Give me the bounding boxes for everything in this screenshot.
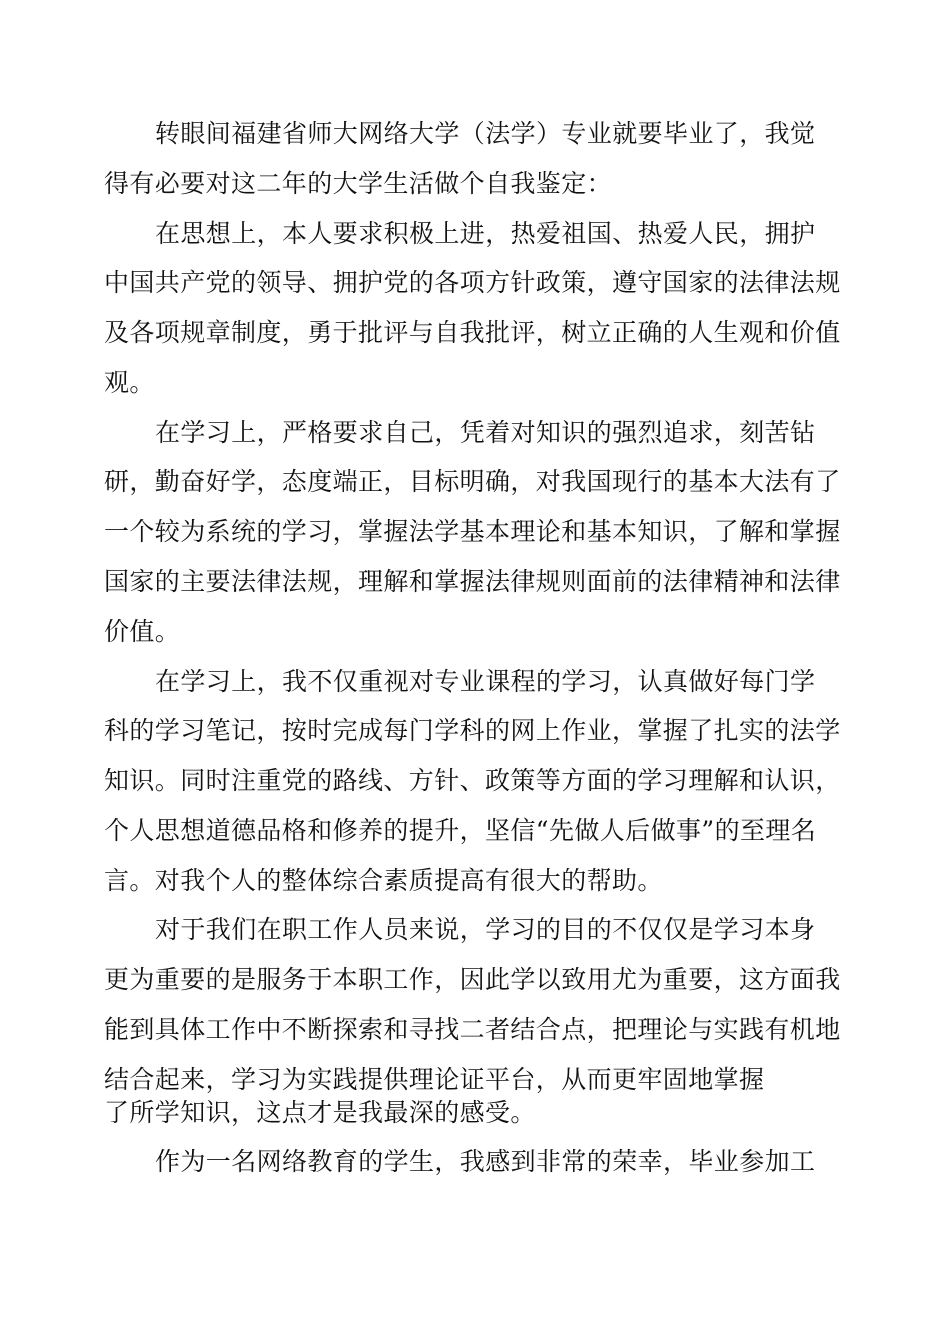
paragraph-3-line-5: 价值。 <box>104 617 181 646</box>
paragraph-5-line-4: 结合起来，学习为实践提供理论证平台，从而更牢固地掌握 <box>104 1065 765 1094</box>
paragraph-6-line-1: 作为一名网络教育的学生，我感到非常的荣幸，毕业参加工 <box>155 1147 816 1176</box>
paragraph-4-line-4: 个人思想道德品格和修养的提升，坚信“先做人后做事”的至理名 <box>104 816 817 845</box>
paragraph-3-line-1: 在学习上，严格要求自己，凭着对知识的强烈追求，刻苦钻 <box>155 418 816 447</box>
paragraph-3-line-3: 一个较为系统的学习，掌握法学基本理论和基本知识，了解和掌握 <box>104 517 841 546</box>
paragraph-2-line-4: 观。 <box>104 368 155 397</box>
paragraph-4-line-1: 在学习上，我不仅重视对专业课程的学习，认真做好每门学 <box>155 667 816 696</box>
paragraph-2-line-3: 及各项规章制度，勇于批评与自我批评，树立正确的人生观和价值 <box>104 318 841 347</box>
paragraph-5-line-3: 能到具体工作中不断探索和寻找二者结合点，把理论与实践有机地 <box>104 1015 841 1044</box>
paragraph-5-line-1: 对于我们在职工作人员来说，学习的目的不仅仅是学习本身 <box>155 915 816 944</box>
paragraph-4-line-3: 知识。同时注重党的路线、方针、政策等方面的学习理解和认识， <box>104 766 841 795</box>
paragraph-3-line-2: 研，勤奋好学，态度端正，目标明确，对我国现行的基本大法有了 <box>104 467 841 496</box>
paragraph-3-line-4: 国家的主要法律法规，理解和掌握法律规则面前的法律精神和法律 <box>104 567 841 596</box>
paragraph-1-line-1: 转眼间福建省师大网络大学（法学）专业就要毕业了，我觉 <box>155 119 816 148</box>
paragraph-1-line-2: 得有必要对这二年的大学生活做个自我鉴定： <box>104 169 613 198</box>
paragraph-5-line-2: 更为重要的是服务于本职工作，因此学以致用尤为重要，这方面我 <box>104 965 841 994</box>
paragraph-2-line-2: 中国共产党的领导、拥护党的各项方针政策，遵守国家的法律法规 <box>104 268 841 297</box>
paragraph-4-line-2: 科的学习笔记，按时完成每门学科的网上作业，掌握了扎实的法学 <box>104 716 841 745</box>
paragraph-4-line-5: 言。对我个人的整体综合素质提高有很大的帮助。 <box>104 866 663 895</box>
paragraph-2-line-1: 在思想上，本人要求积极上进，热爱祖国、热爱人民，拥护 <box>155 219 816 248</box>
paragraph-5-line-5: 了所学知识，这点才是我最深的感受。 <box>104 1098 536 1127</box>
